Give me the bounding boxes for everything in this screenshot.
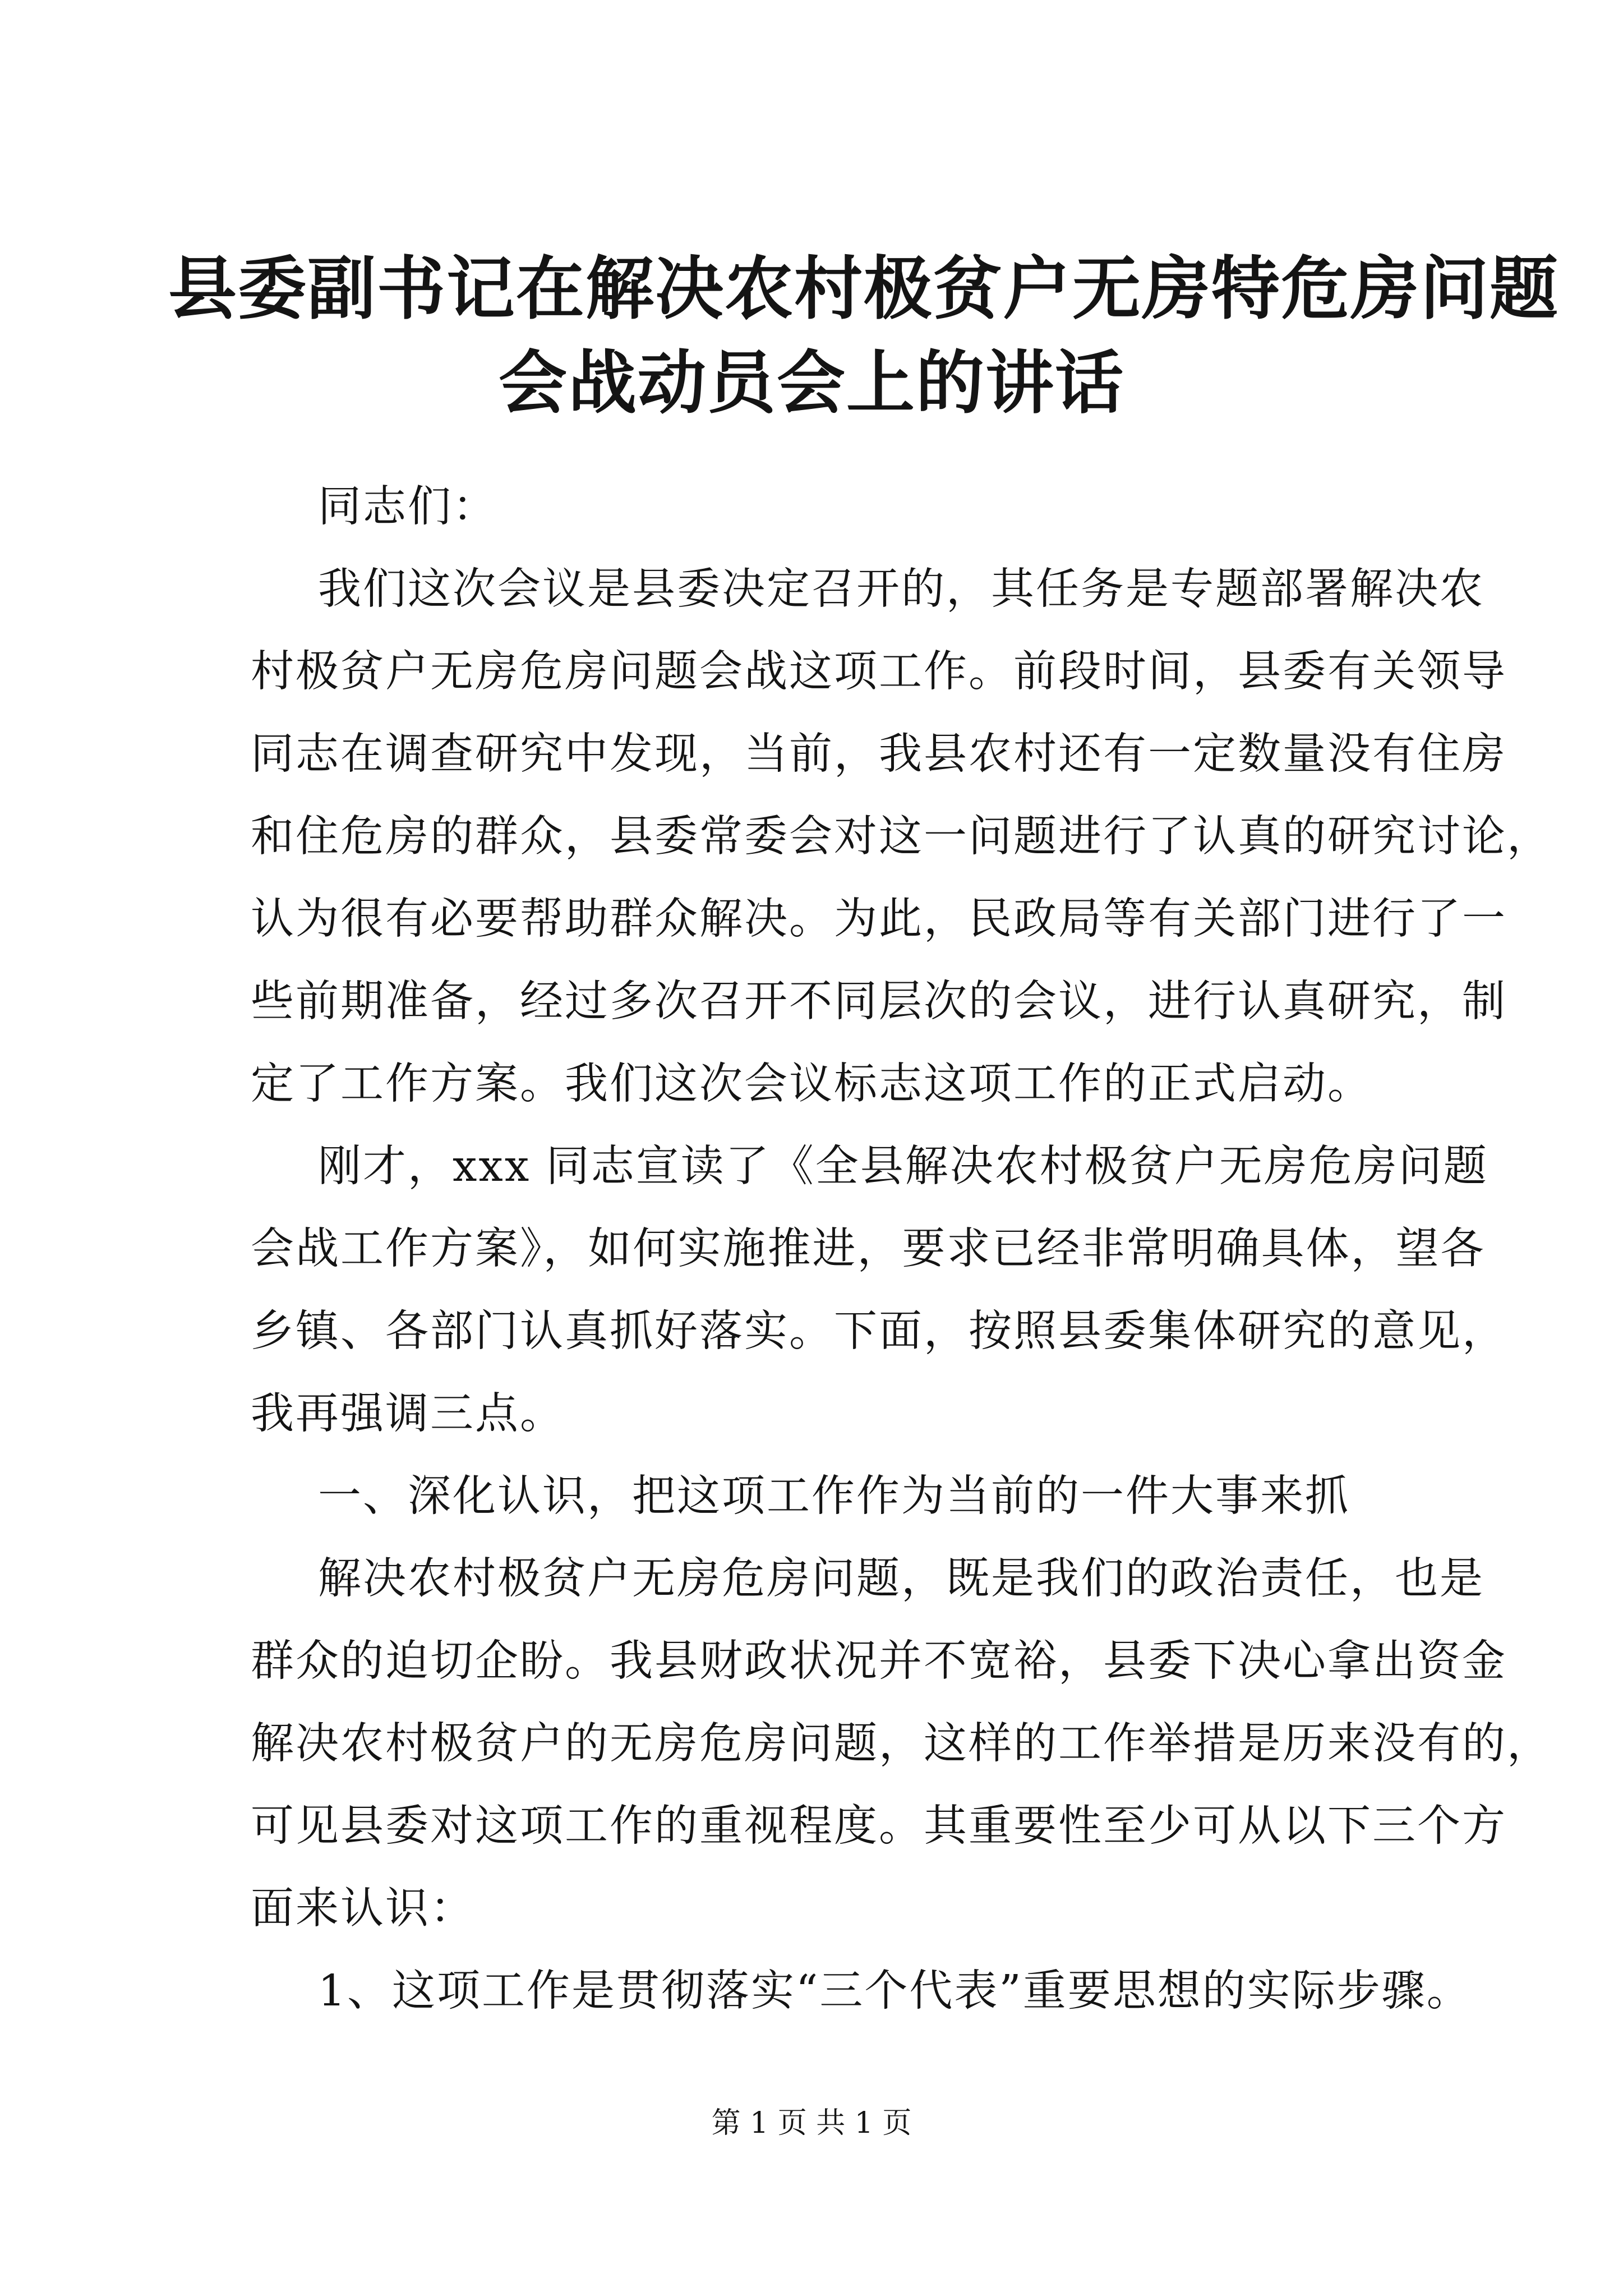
text-line: 我再强调三点。 bbox=[251, 1389, 565, 1439]
title-line-1: 县委副书记在解决农村极贫户无房特危房问题 bbox=[168, 248, 1559, 329]
text-line: 解决农村极贫户无房危房问题，既是我们的政治责任，也是 bbox=[318, 1554, 1484, 1604]
paragraph-meeting-purpose bbox=[251, 548, 1552, 1125]
title-line-2: 会战动员会上的讲话 bbox=[499, 342, 1124, 423]
text-line: 同志在调查研究中发现，当前，我县农村还有一定数量没有住房 bbox=[251, 729, 1507, 779]
text-line: 一、深化认识，把这项工作作为当前的一件大事来抓 bbox=[318, 1471, 1350, 1521]
text-line: 些前期准备，经过多次召开不同层次的会议，进行认真研究，制 bbox=[251, 977, 1507, 1027]
text-line: 和住危房的群众，县委常委会对这一问题进行了认真的研究讨论， bbox=[251, 812, 1552, 862]
list-item-1 bbox=[251, 1950, 1472, 2032]
document-body bbox=[251, 466, 1552, 2032]
text-line: 我们这次会议是县委决定召开的，其任务是专题部署解决农 bbox=[318, 564, 1484, 614]
text-line: 解决农村极贫户的无房危房问题，这样的工作举措是历来没有的， bbox=[251, 1719, 1552, 1769]
document-title bbox=[168, 241, 1559, 430]
text-line: 同志们： bbox=[318, 482, 497, 532]
text-line: 可见县委对这项工作的重视程度。其重要性至少可从以下三个方 bbox=[251, 1801, 1507, 1851]
text-line: 刚才，xxx 同志宣读了《全县解决农村极贫户无房危房问题 bbox=[318, 1142, 1488, 1191]
text-line: 认为很有必要帮助群众解决。为此，民政局等有关部门进行了一 bbox=[251, 894, 1507, 944]
text-line: 会战工作方案》，如何实施推进，要求已经非常明确具体，望各 bbox=[251, 1224, 1486, 1274]
page-footer: 第 1 页 共 1 页 bbox=[711, 2106, 912, 2140]
text-line: 村极贫户无房危房问题会战这项工作。前段时间，县委有关领导 bbox=[251, 647, 1507, 697]
text-line: 面来认识： bbox=[251, 1884, 475, 1934]
text-line: 定了工作方案。我们这次会议标志这项工作的正式启动。 bbox=[251, 1059, 1372, 1109]
paragraph-importance bbox=[251, 1538, 1552, 1950]
paragraph-work-plan bbox=[251, 1125, 1507, 1455]
paragraph-salutation bbox=[251, 466, 1428, 548]
text-line: 乡镇、各部门认真抓好落实。下面，按照县委集体研究的意见， bbox=[251, 1306, 1507, 1356]
section-heading-1 bbox=[251, 1455, 1428, 1538]
text-line: 群众的迫切企盼。我县财政状况并不宽裕，县委下决心拿出资金 bbox=[251, 1636, 1507, 1686]
text-line: 1、这项工作是贯彻落实“三个代表”重要思想的实际步骤。 bbox=[318, 1966, 1472, 2016]
